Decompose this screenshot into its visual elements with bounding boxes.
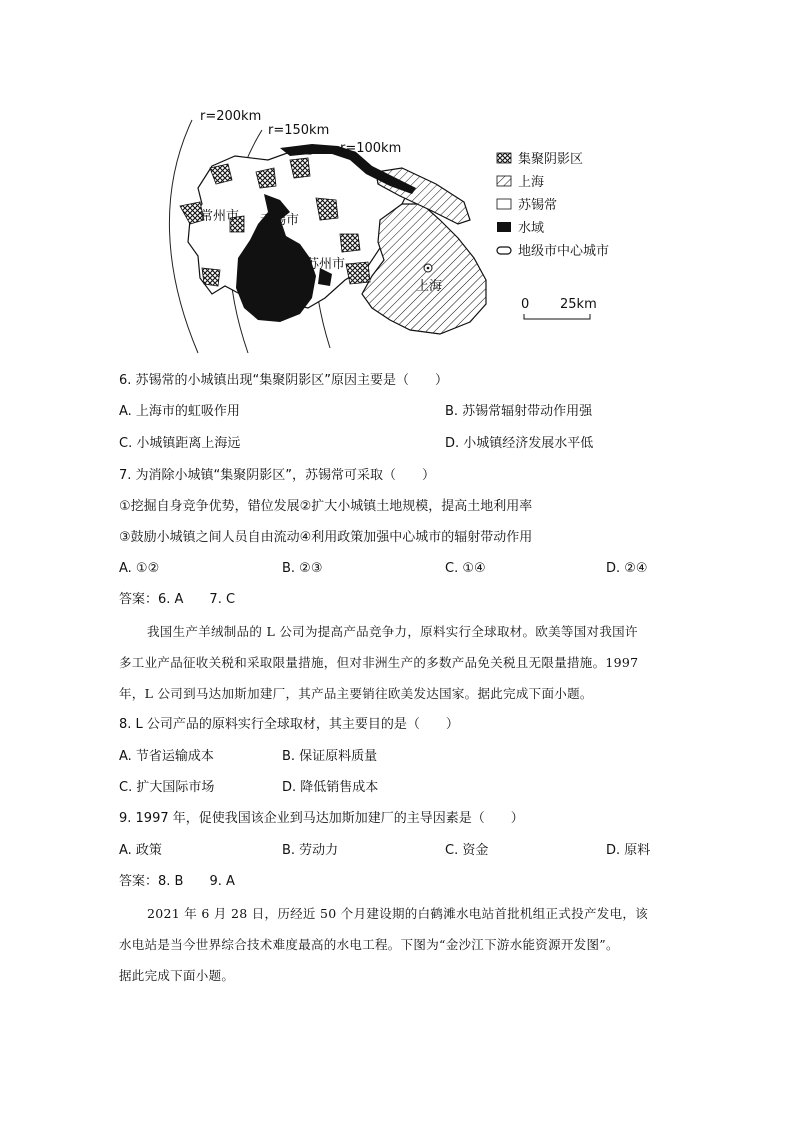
q8-option-a: A. 节省运输成本: [119, 749, 214, 764]
q7-option-b: B. ②③: [282, 561, 323, 576]
radius-label: r=200km: [200, 109, 262, 124]
shadow-area: [290, 158, 310, 178]
q9-option-b: B. 劳动力: [282, 843, 339, 858]
q8-option-d: D. 降低销售成本: [282, 780, 379, 795]
legend-label: 上海: [518, 175, 545, 190]
shadow-area: [316, 198, 338, 220]
question-6-stem: 6. 苏锡常的小城镇出现“集聚阴影区”原因主要是（ ）: [119, 373, 449, 388]
shadow-area: [346, 262, 370, 284]
legend-label: 集聚阴影区: [518, 152, 584, 167]
city-label: 上海: [416, 279, 443, 294]
q6-option-a: A. 上海市的虹吸作用: [119, 404, 240, 419]
q8-option-c: C. 扩大国际市场: [119, 780, 215, 795]
q7-option-a: A. ①②: [119, 561, 160, 576]
svg-text:0: 0: [521, 297, 530, 312]
q8-option-b: B. 保证原料质量: [282, 749, 378, 764]
passage-2-line-3: 据此完成下面小题。: [119, 968, 235, 983]
q7-option-d: D. ②④: [606, 561, 648, 576]
legend-label: 苏锡常: [518, 198, 558, 213]
svg-text:25km: 25km: [560, 297, 597, 312]
passage-2-line-1: 2021 年 6 月 28 日，历经近 50 个月建设期的白鹤滩水电站首批机组正式投产发电，该: [147, 906, 648, 921]
legend-label: 地级市中心城市: [518, 244, 610, 259]
legend-label: 水域: [518, 221, 545, 236]
radius-label: r=100km: [340, 141, 402, 156]
map-legend: [497, 151, 609, 259]
map-figure: [140, 108, 660, 358]
answer-8-9: 答案：8. B 9. A: [119, 874, 235, 889]
scale-bar: [521, 297, 597, 319]
q9-option-a: A. 政策: [119, 843, 162, 858]
city-label: 无锡市: [260, 213, 300, 228]
passage-2-line-2: 水电站是当今世界综合技术难度最高的水电工程。下图为“金沙江下游水能资源开发图”。: [119, 937, 619, 952]
shadow-area: [202, 268, 220, 286]
q9-option-d: D. 原料: [606, 843, 651, 858]
shadow-area: [256, 168, 276, 188]
q6-option-d: D. 小城镇经济发展水平低: [445, 436, 594, 451]
q6-option-b: B. 苏锡常辐射带动作用强: [445, 404, 593, 419]
passage-1-line-3: 年，L 公司到马达加斯加建厂，其产品主要销往欧美发达国家。据此完成下面小题。: [119, 686, 593, 701]
shadow-area: [340, 234, 360, 252]
q7-option-c: C. ①④: [445, 561, 486, 576]
passage-1-line-2: 多工业产品征收关税和采取限量措施，但对非洲生产的多数产品免关税且无限量措施。1997: [119, 655, 639, 670]
radius-label: r=150km: [268, 123, 330, 138]
question-7-stem: 7. 为消除小城镇“集聚阴影区”，苏锡常可采取（ ）: [119, 468, 436, 483]
q7-statements-1: ①挖掘自身竞争优势，错位发展②扩大小城镇土地规模，提高土地利用率: [119, 499, 533, 514]
passage-1-line-1: 我国生产羊绒制品的 L 公司为提高产品竞争力，原料实行全球取材。欧美等国对我国许: [147, 624, 638, 639]
question-9-stem: 9. 1997 年，促使我国该企业到马达加斯加建厂的主导因素是（ ）: [119, 811, 524, 826]
question-8-stem: 8. L 公司产品的原料实行全球取材，其主要目的是（ ）: [119, 717, 459, 732]
q9-option-c: C. 资金: [445, 843, 489, 858]
q7-statements-2: ③鼓励小城镇之间人员自由流动④利用政策加强中心城市的辐射带动作用: [119, 530, 533, 545]
city-label: 苏州市: [306, 257, 346, 272]
city-label: 常州市: [200, 209, 240, 224]
q6-option-c: C. 小城镇距离上海远: [119, 436, 241, 451]
answer-6-7: 答案：6. A 7. C: [119, 592, 236, 607]
